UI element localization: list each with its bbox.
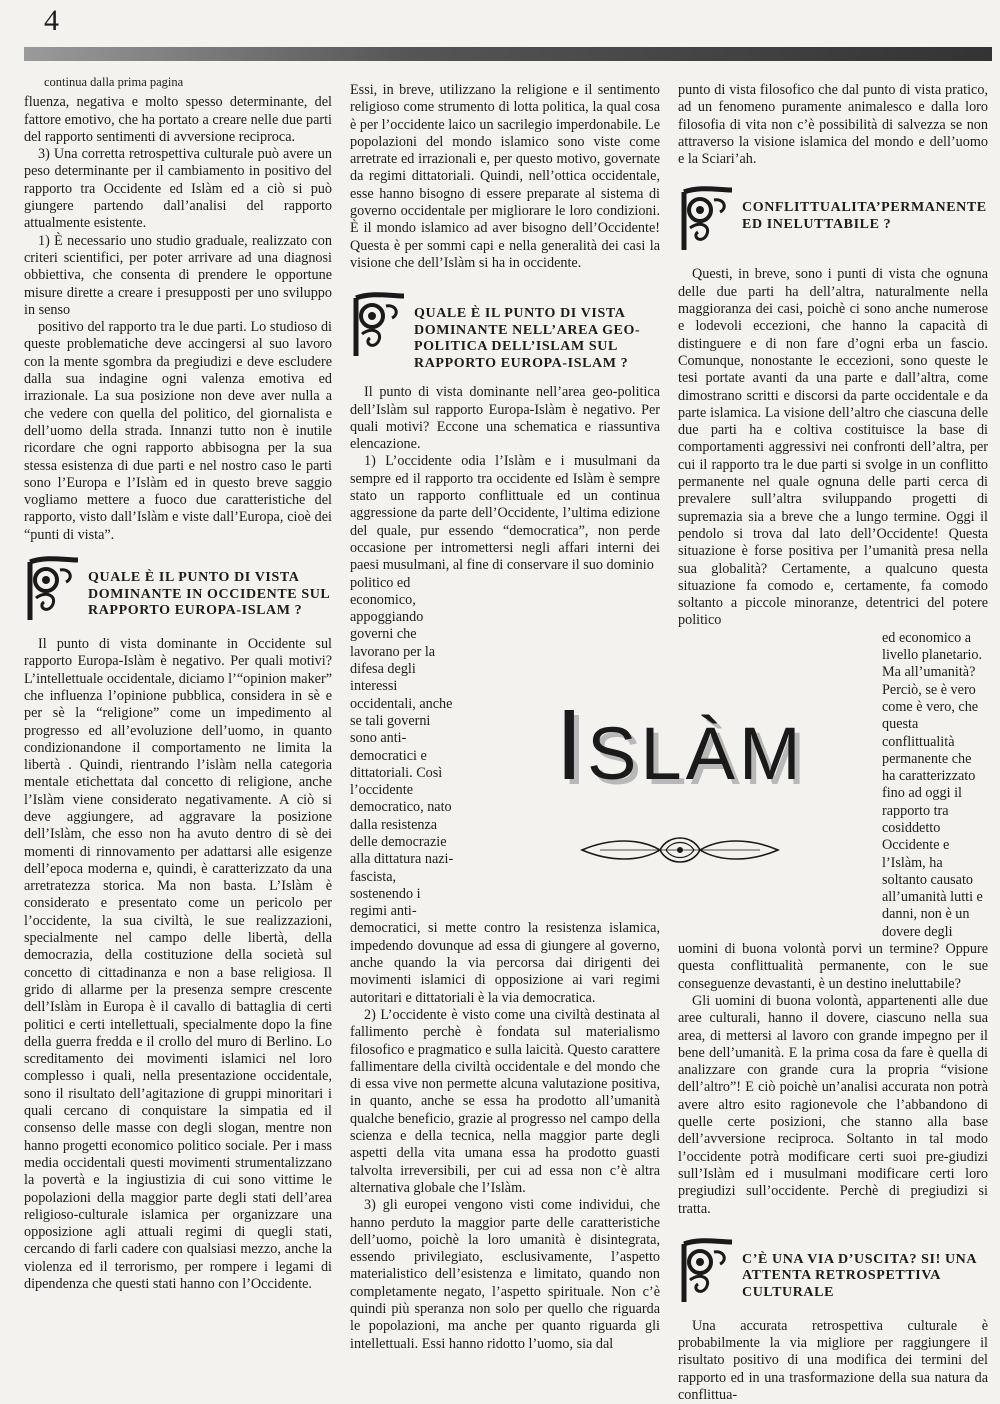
- paragraph: punto di vista filosofico che dal punto di vista pratico, ad un fenomeno puramente animalesco e dalla loro filosofia di vita non c’è possibilità di salvezza se non attraverso la visione islamica del mondo e dell’uomo e la Sciari’ah.: [678, 82, 988, 168]
- paragraph: 1) È necessario uno studio graduale, realizzato con criteri scientifici, per poter arrivare ad una diagnosi obbiettiva, che consenta di prendere le opportune misure dirette a creare i presupposti per uno sviluppo in senso: [24, 232, 332, 318]
- ornament-icon: [350, 290, 408, 360]
- paragraph: Il punto di vista dominante nell’area geo-politica dell’Islàm sul rapporto Europa-Islàm è negativo. Per quali motivi? Eccone una schematica e riassuntiva elencazione.: [350, 384, 660, 453]
- title-block: [500, 690, 860, 880]
- paragraph: Essi, in breve, utilizzano la religione e il sentimento religioso come strumento di lotta politica, la qual cosa è per l’occidente laico un sacrilegio imperdonabile. Le popolazioni del mondo islamico sono viste come arretrate ed irrazionali e, per questo motivo, governate da regimi dittatoriali. Quindi, nell’ottica occidentale, esse hanno bisogno di essere preparate al sistema di governo occidentale per migliorare le loro condizioni. È il mondo islamico ad aver bisogno dell’Occidente! Questa è per sommi capi e nella generalità dei casi la visione che dell’Islàm si ha in occidente.: [350, 82, 660, 271]
- paragraph: 3) Una corretta retrospettiva culturale può avere un peso determinante per il cambiamento in positivo del rapporto tra Occidente ed Islàm ed a ciò si può giungere partendo dall’analisi del rapporto attualmente esistente.: [24, 146, 332, 232]
- column-1: [24, 74, 332, 1293]
- paragraph: uomini di buona volontà porvi un termine? Oppure questa conflittualità permanente, con le sue conseguenze devastanti, è un destino ineluttabile?: [678, 941, 988, 992]
- paragraph: Una accurata retrospettiva culturale è probabilmente la via migliore per raggiungere il risultato positivo di una modifica dei termini del rapporto ed in una trasformazione della sua natura da conflittua-: [678, 1317, 988, 1403]
- paragraph: Il punto di vista dominante in Occidente sul rapporto Europa-Islàm è negativo. Per quali motivi? L’intellettuale occidentale, diciamo l’“opinion maker” che influenza l’opinione pubblica, considera in sè e per sè la “religione” come un impedimento al progresso ed all’evoluzione dell’uomo, in quanto condizionandone il comportamento ne limita la libertà . Quindi, rientrando l’islàm nella categoria mentale etichettata dal concetto di religione, anche l’Islàm viene considerato negativamente. A ciò si deve aggiungere, ad aggravare la posizione dell’Islàm, che esso non ha avuto dentro di sè dei momenti di rinnovamento per adattarsi alle esigenze dell’epoca moderna e, quindi, è caratterizzato da una arretratezza storica. Ma non basta. L’Islàm è considerato e presentato come un pericolo per l’occidente, la sua civiltà, le sue realizzazioni, specialmente nel campo delle libertà, della democrazia, della costituzione della società sul concetto di cittadinanza e non a base religiosa. Il grido di allarme per la presenza sempre crescente dell’Islàm in Europa è il cavallo di battaglia di certi politici e certi intellettuali, specialmente dopo la fine della guerra fredda e il crollo del muro di Berlino. Lo screditamento dei movimenti islamici nel loro complesso i quali, nella presentazione occidentale, sono il risultato dell’agitazione di gruppi minoritari i quali cercano di conquistare la simpatia ed il consenso delle masse con degli slogan, mentre non hanno progetti economico politico sociale. Per i mass media occidentali questi movimenti strumentalizzano la povertà e la ingiustizia di cui sono vittime le popolazioni della maggior parte degli stati dell’area religioso-culturale islamica per organizzare una opposizione agli attuali regimi di quegli stati, cercando di farli cadere con qualsiasi mezzo, anche la violenza ed il terrorismo, per rompere i legami di dipendenza che questi stati hanno con l’Occidente.: [24, 636, 332, 1292]
- heading-text: CONFLITTUALITA’PERMANENTE ED INELUTTABILE ?: [742, 200, 987, 232]
- wrapped-text: politico ed economico, appoggiando governi che lavorano per la difesa degli interessi occidentali, anche se tali governi sono anti-democratici e dittatoriali. Così l’occidente democratico, nato dalla resistenza delle democrazie alla dittatura nazi-fascista, sostenendo i regimi anti-: [350, 574, 454, 920]
- paragraph: positivo del rapporto tra le due parti. Lo studioso di queste problematiche deve accingersi al suo lavoro con la mente sgombra da pregiudizi e deve escludere dalla sua indagine ogni valenza emotiva ed irrazionale. La sua posizione non deve aver nulla a che vedere con quella del politico, del giornalista e dell’uomo della strada. Innanzi tutto non è inutile ricordare che ogni rapporto abbisogna per la sua stessa esistenza di due parti e nel nostro caso le parti sono l’Europa e l’Islàm ed in questo breve saggio vogliamo mettere a fuoco due caratteristiche del rapporto, visto dall’Islàm e viste dall’Europa, cioè dei “punti di vista”.: [24, 319, 332, 543]
- ornament-icon: [678, 1236, 736, 1306]
- main-title-rest: SLÀM: [587, 712, 805, 795]
- header-rule: [24, 47, 992, 61]
- paragraph: 1) L’occidente odia l’Islàm e i musulmani da sempre ed il rapporto tra occidente ed Islàm è sempre stato un rapporto conflittuale ed un continua aggressione da parte dell’Occidente, l’ultima edizione del quale, pur essendo “democratica”, non perde occasione per intromettersi negli affari interni dei paesi musulmani, al fine di conservare il suo dominio: [350, 453, 660, 574]
- flourish-icon: [580, 830, 780, 870]
- heading-text: QUALE È IL PUNTO DI VISTA DOMINANTE IN OCCIDENTE SUL RAPPORTO EUROPA-ISLAM ?: [88, 570, 330, 619]
- section-heading: [350, 290, 660, 372]
- paragraph: democratici, si mette contro la resistenza islamica, impedendo dovunque ad essa di giungere al governo, anche quando la via percorsa dai dirigenti dei movimenti islamici di opposizione ai vari regimi autoritari e dittatoriali è la via democratica.: [350, 920, 660, 1006]
- section-heading: [678, 1236, 988, 1306]
- section-heading: [678, 184, 988, 254]
- ornament-icon: [678, 184, 736, 254]
- paragraph: 3) gli europei vengono visti come individui, che hanno perduto la maggior parte delle caratteristiche dell’uomo, poichè la loro umanità è disintegrata, essendo privilegiato, esclusivamente, l’aspetto materialistico dell’esistenza e limitato, quando non completamente negato, l’aspetto spirituale. Non c’è quindi più speranza non solo per quello che riguarda le popolazioni, ma anche per quanto riguarda gli intellettuali. Essi hanno ridotto l’uomo, sia dal: [350, 1197, 660, 1352]
- heading-text: C’È UNA VIA D’USCITA? SI! UNA ATTENTA RETROSPETTIVA CULTURALE: [742, 1251, 977, 1300]
- section-heading: [24, 554, 332, 624]
- main-title-initial: I: [555, 689, 588, 801]
- paragraph: Gli uomini di buona volontà, appartenenti alle due aree culturali, hanno il dovere, ciascuno nella sua area, di mettersi al lavoro con grande impegno per il bene dell’umanità. E la prima cosa da fare è quella di analizzare con grande cura la propria “visione dell’altro”! E ciò poichè un’analisi accurata non potrà avere altro esito ragionevole che l’abbandono di quelle certe posizioni, che stanno alla base dell’avversione reciproca. Soltanto in tal modo l’occidente potrà modificare certi suoi pre-giudizi sull’Islàm ed i musulmani modificare certi loro pregiudizi sull’occidente. Perchè di pregiudizi si tratta.: [678, 992, 988, 1217]
- continued-note: continua dalla prima pagina: [44, 75, 184, 89]
- main-title: [500, 690, 860, 809]
- heading-text: QUALE È IL PUNTO DI VISTA DOMINANTE NELL’AREA GEO-POLITICA DELL’ISLAM SUL RAPPORTO EUROPA-ISLAM ?: [414, 306, 641, 371]
- paragraph: 2) L’occidente è visto come una civiltà destinata al fallimento perchè è fondata sul materialismo filosofico e pragmatico e sulla laicità. Questo carattere fallimentare della civiltà occidentale e del mondo che di essa vive non permette alcuna valutazione positiva, in quanto, anche se essa ha prodotto all’umanità qualche beneficio, grazie al progresso nel campo della scienza e della tecnica, nella maggior parte degli aspetti della vita umana essa ha prodotto guasti talvolta irreversibili, per cui ad essa non c’è altra alternativa globale che l’Islàm.: [350, 1006, 660, 1196]
- ornament-icon: [24, 554, 82, 624]
- paragraph: fluenza, negativa e molto spesso determinante, del fattore emotivo, che ha portato a creare nelle due parti del rapporto sentimenti di avversione reciproca.: [24, 94, 332, 145]
- wrapped-text: ed economico a livello planetario. Ma all’umanità? Perciò, se è vero come è vero, che questa conflittualità permanente che ha caratterizzato fino ad oggi il rapporto tra cosiddetto Occidente e l’Islàm, ha soltanto causato all’umanità lutti e danni, non è un dovere degli: [882, 629, 983, 940]
- paragraph: Questi, in breve, sono i punti di vista che ognuna delle due parti ha dell’altra, naturalmente nella maggioranza dei casi, poichè ci sono anche numerose e lodevoli eccezioni, che hanno la capacità di distinguere e di non fare d’ogni erba un fascio. Comunque, nonostante le eccezioni, sono queste le tesi portate avanti da una parte e dall’altra, come dimostrano scritti e discorsi da parte occidentale e da parte islamica. La visione dell’altro che ciascuna delle due parti ha e coltiva costituisce la base di comportamenti aggressivi nei confronti dell’altra, per cui il rapporto tra le due parti si svolge in un conflitto permanente nel quale ognuna delle parti cerca di prevalere sull’altra sviluppando progetti di supremazia sia a breve che a lungo termine. Oggi il pendolo si trova dal lato dell’Occidente! Questa situazione è forse positiva per l’umanità presa nella sua globalità? Certamente, a qualcuno questa situazione fa comodo e, certamente, fa comodo soltanto a piccole minoranze, detentrici del potere politico: [678, 266, 988, 629]
- page-number: 4: [44, 4, 59, 37]
